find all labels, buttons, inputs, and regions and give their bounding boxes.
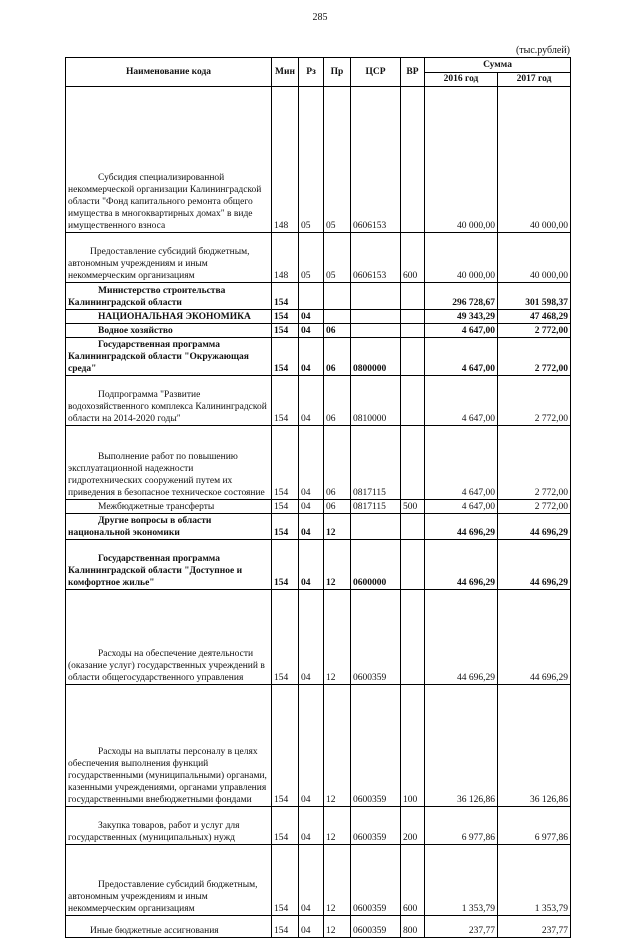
row-vr [401, 590, 425, 685]
row-2017: 44 696,29 [498, 590, 571, 685]
row-name: Иные бюджетные ассигнования [66, 916, 272, 938]
table-row [66, 376, 571, 426]
row-csr [351, 283, 401, 310]
row-2017: 2 772,00 [498, 426, 571, 500]
row-vr: 600 [401, 233, 425, 283]
row-rz: 04 [299, 590, 324, 685]
row-csr: 0600359 [351, 916, 401, 938]
row-rz: 04 [299, 426, 324, 500]
row-pr: 12 [324, 514, 351, 540]
row-csr: 0817115 [351, 500, 401, 514]
row-pr: 12 [324, 807, 351, 845]
row-rz: 04 [299, 916, 324, 938]
row-pr: 12 [324, 685, 351, 807]
table-row [66, 500, 571, 514]
table-row [66, 807, 571, 845]
row-pr: 12 [324, 540, 351, 590]
row-vr [401, 426, 425, 500]
row-csr: 0810000 [351, 376, 401, 426]
row-csr [351, 310, 401, 324]
row-name: Предоставление субсидий бюджетным, автономным учреждениям и иным некоммерческим организациям [66, 845, 272, 916]
row-2016: 44 696,29 [425, 540, 498, 590]
row-2016: 49 343,29 [425, 310, 498, 324]
row-2017: 2 772,00 [498, 500, 571, 514]
row-pr [324, 283, 351, 310]
header-csr: ЦСР [351, 58, 401, 87]
row-name: Предоставление субсидий бюджетным, автономным учреждениям и иным некоммерческим организациям [66, 233, 272, 283]
row-min: 154 [272, 324, 299, 338]
table-row [66, 514, 571, 540]
row-2016: 237,77 [425, 916, 498, 938]
row-2017: 44 696,29 [498, 514, 571, 540]
row-pr: 06 [324, 324, 351, 338]
row-2017: 36 126,86 [498, 685, 571, 807]
row-pr: 06 [324, 426, 351, 500]
row-2016: 4 647,00 [425, 426, 498, 500]
row-2017: 47 468,29 [498, 310, 571, 324]
table-row [66, 233, 571, 283]
row-2017: 40 000,00 [498, 233, 571, 283]
header-pr: Пр [324, 58, 351, 87]
row-rz: 04 [299, 324, 324, 338]
row-min: 154 [272, 376, 299, 426]
row-vr [401, 310, 425, 324]
row-pr: 06 [324, 500, 351, 514]
row-min: 154 [272, 685, 299, 807]
row-vr: 600 [401, 845, 425, 916]
row-csr: 0817115 [351, 426, 401, 500]
row-name: Закупка товаров, работ и услуг для государственных (муниципальных) нужд [66, 807, 272, 845]
row-rz: 04 [299, 845, 324, 916]
row-min: 154 [272, 310, 299, 324]
row-name: Другие вопросы в области национальной экономики [66, 514, 272, 540]
row-rz: 05 [299, 233, 324, 283]
table-row [66, 685, 571, 807]
row-min: 148 [272, 87, 299, 233]
row-2016: 44 696,29 [425, 590, 498, 685]
row-rz: 04 [299, 376, 324, 426]
header-2016: 2016 год [425, 72, 498, 87]
table-row [66, 87, 571, 233]
row-csr: 0600359 [351, 685, 401, 807]
budget-table [65, 57, 571, 938]
header-row [66, 58, 571, 73]
row-vr [401, 514, 425, 540]
row-csr: 0606153 [351, 87, 401, 233]
row-rz: 04 [299, 540, 324, 590]
row-name: Министерство строительства Калининградской области [66, 283, 272, 310]
row-vr: 500 [401, 500, 425, 514]
row-vr [401, 540, 425, 590]
row-2017: 301 598,37 [498, 283, 571, 310]
row-2016: 296 728,67 [425, 283, 498, 310]
row-pr [324, 310, 351, 324]
row-csr: 0600000 [351, 540, 401, 590]
row-csr: 0600359 [351, 807, 401, 845]
row-pr: 12 [324, 590, 351, 685]
row-2017: 237,77 [498, 916, 571, 938]
row-rz: 04 [299, 500, 324, 514]
row-pr: 12 [324, 845, 351, 916]
row-min: 154 [272, 845, 299, 916]
row-csr: 0600359 [351, 590, 401, 685]
row-vr [401, 376, 425, 426]
row-csr: 0800000 [351, 338, 401, 376]
row-min: 154 [272, 338, 299, 376]
row-vr: 100 [401, 685, 425, 807]
row-2016: 4 647,00 [425, 500, 498, 514]
row-2017: 44 696,29 [498, 540, 571, 590]
table-row [66, 283, 571, 310]
row-2017: 1 353,79 [498, 845, 571, 916]
row-min: 154 [272, 283, 299, 310]
row-rz: 04 [299, 807, 324, 845]
table-row [66, 324, 571, 338]
row-2016: 40 000,00 [425, 87, 498, 233]
header-sum: Сумма [425, 58, 571, 73]
row-csr: 0600359 [351, 845, 401, 916]
row-name: Межбюджетные трансферты [66, 500, 272, 514]
row-vr [401, 283, 425, 310]
row-min: 154 [272, 540, 299, 590]
row-2017: 2 772,00 [498, 376, 571, 426]
header-vr: ВР [401, 58, 425, 87]
row-name: Расходы на обеспечение деятельности (оказание услуг) государственных учреждений в области общегосударственного управления [66, 590, 272, 685]
row-vr: 200 [401, 807, 425, 845]
row-rz: 05 [299, 87, 324, 233]
table-row [66, 338, 571, 376]
row-min: 154 [272, 807, 299, 845]
row-name: Государственная программа Калининградской области "Доступное и комфортное жилье" [66, 540, 272, 590]
row-2017: 2 772,00 [498, 324, 571, 338]
row-min: 154 [272, 590, 299, 685]
row-2017: 2 772,00 [498, 338, 571, 376]
row-2016: 4 647,00 [425, 324, 498, 338]
row-rz [299, 283, 324, 310]
row-min: 154 [272, 426, 299, 500]
row-name: НАЦИОНАЛЬНАЯ ЭКОНОМИКА [66, 310, 272, 324]
row-min: 154 [272, 500, 299, 514]
header-rz: Рз [299, 58, 324, 87]
row-rz: 04 [299, 310, 324, 324]
row-rz: 04 [299, 514, 324, 540]
row-2017: 6 977,86 [498, 807, 571, 845]
row-name: Расходы на выплаты персоналу в целях обеспечения выполнения функций государственными (муниципальными) органами, казенными учреждениями, органами управления государственными внебюджетными фондами [66, 685, 272, 807]
row-rz: 04 [299, 338, 324, 376]
table-row [66, 310, 571, 324]
row-2016: 4 647,00 [425, 376, 498, 426]
table-row [66, 540, 571, 590]
row-rz: 04 [299, 685, 324, 807]
row-min: 154 [272, 514, 299, 540]
page-number: 285 [312, 12, 328, 23]
row-pr: 05 [324, 87, 351, 233]
row-2016: 4 647,00 [425, 338, 498, 376]
row-vr [401, 87, 425, 233]
units-label: (тыс.рублей) [515, 45, 570, 56]
row-name: Подпрограмма "Развитие водохозяйственного комплекса Калининградской области на 2014-2020 годы" [66, 376, 272, 426]
row-name: Субсидия специализированной некоммерческой организации Калининградской области "Фонд капитального ремонта общего имущества в многоквартирных домах" в виде имущественного взноса [66, 87, 272, 233]
row-vr [401, 338, 425, 376]
row-name: Государственная программа Калининградской области "Окружающая среда" [66, 338, 272, 376]
row-2016: 40 000,00 [425, 233, 498, 283]
row-2016: 36 126,86 [425, 685, 498, 807]
row-min: 148 [272, 233, 299, 283]
row-pr: 06 [324, 376, 351, 426]
table-row [66, 426, 571, 500]
row-csr [351, 324, 401, 338]
header-name: Наименование кода [66, 58, 272, 87]
row-pr: 12 [324, 916, 351, 938]
row-vr: 800 [401, 916, 425, 938]
row-pr: 06 [324, 338, 351, 376]
header-min: Мин [272, 58, 299, 87]
row-2016: 6 977,86 [425, 807, 498, 845]
table-body [66, 87, 571, 938]
row-min: 154 [272, 916, 299, 938]
table-row [66, 590, 571, 685]
row-csr: 0606153 [351, 233, 401, 283]
row-vr [401, 324, 425, 338]
row-2016: 44 696,29 [425, 514, 498, 540]
row-2016: 1 353,79 [425, 845, 498, 916]
row-pr: 05 [324, 233, 351, 283]
row-name: Выполнение работ по повышению эксплуатационной надежности гидротехнических сооружений путем их приведения в безопасное техническое состояние [66, 426, 272, 500]
table-row [66, 916, 571, 938]
header-2017: 2017 год [498, 72, 571, 87]
row-csr [351, 514, 401, 540]
row-name: Водное хозяйство [66, 324, 272, 338]
row-2017: 40 000,00 [498, 87, 571, 233]
